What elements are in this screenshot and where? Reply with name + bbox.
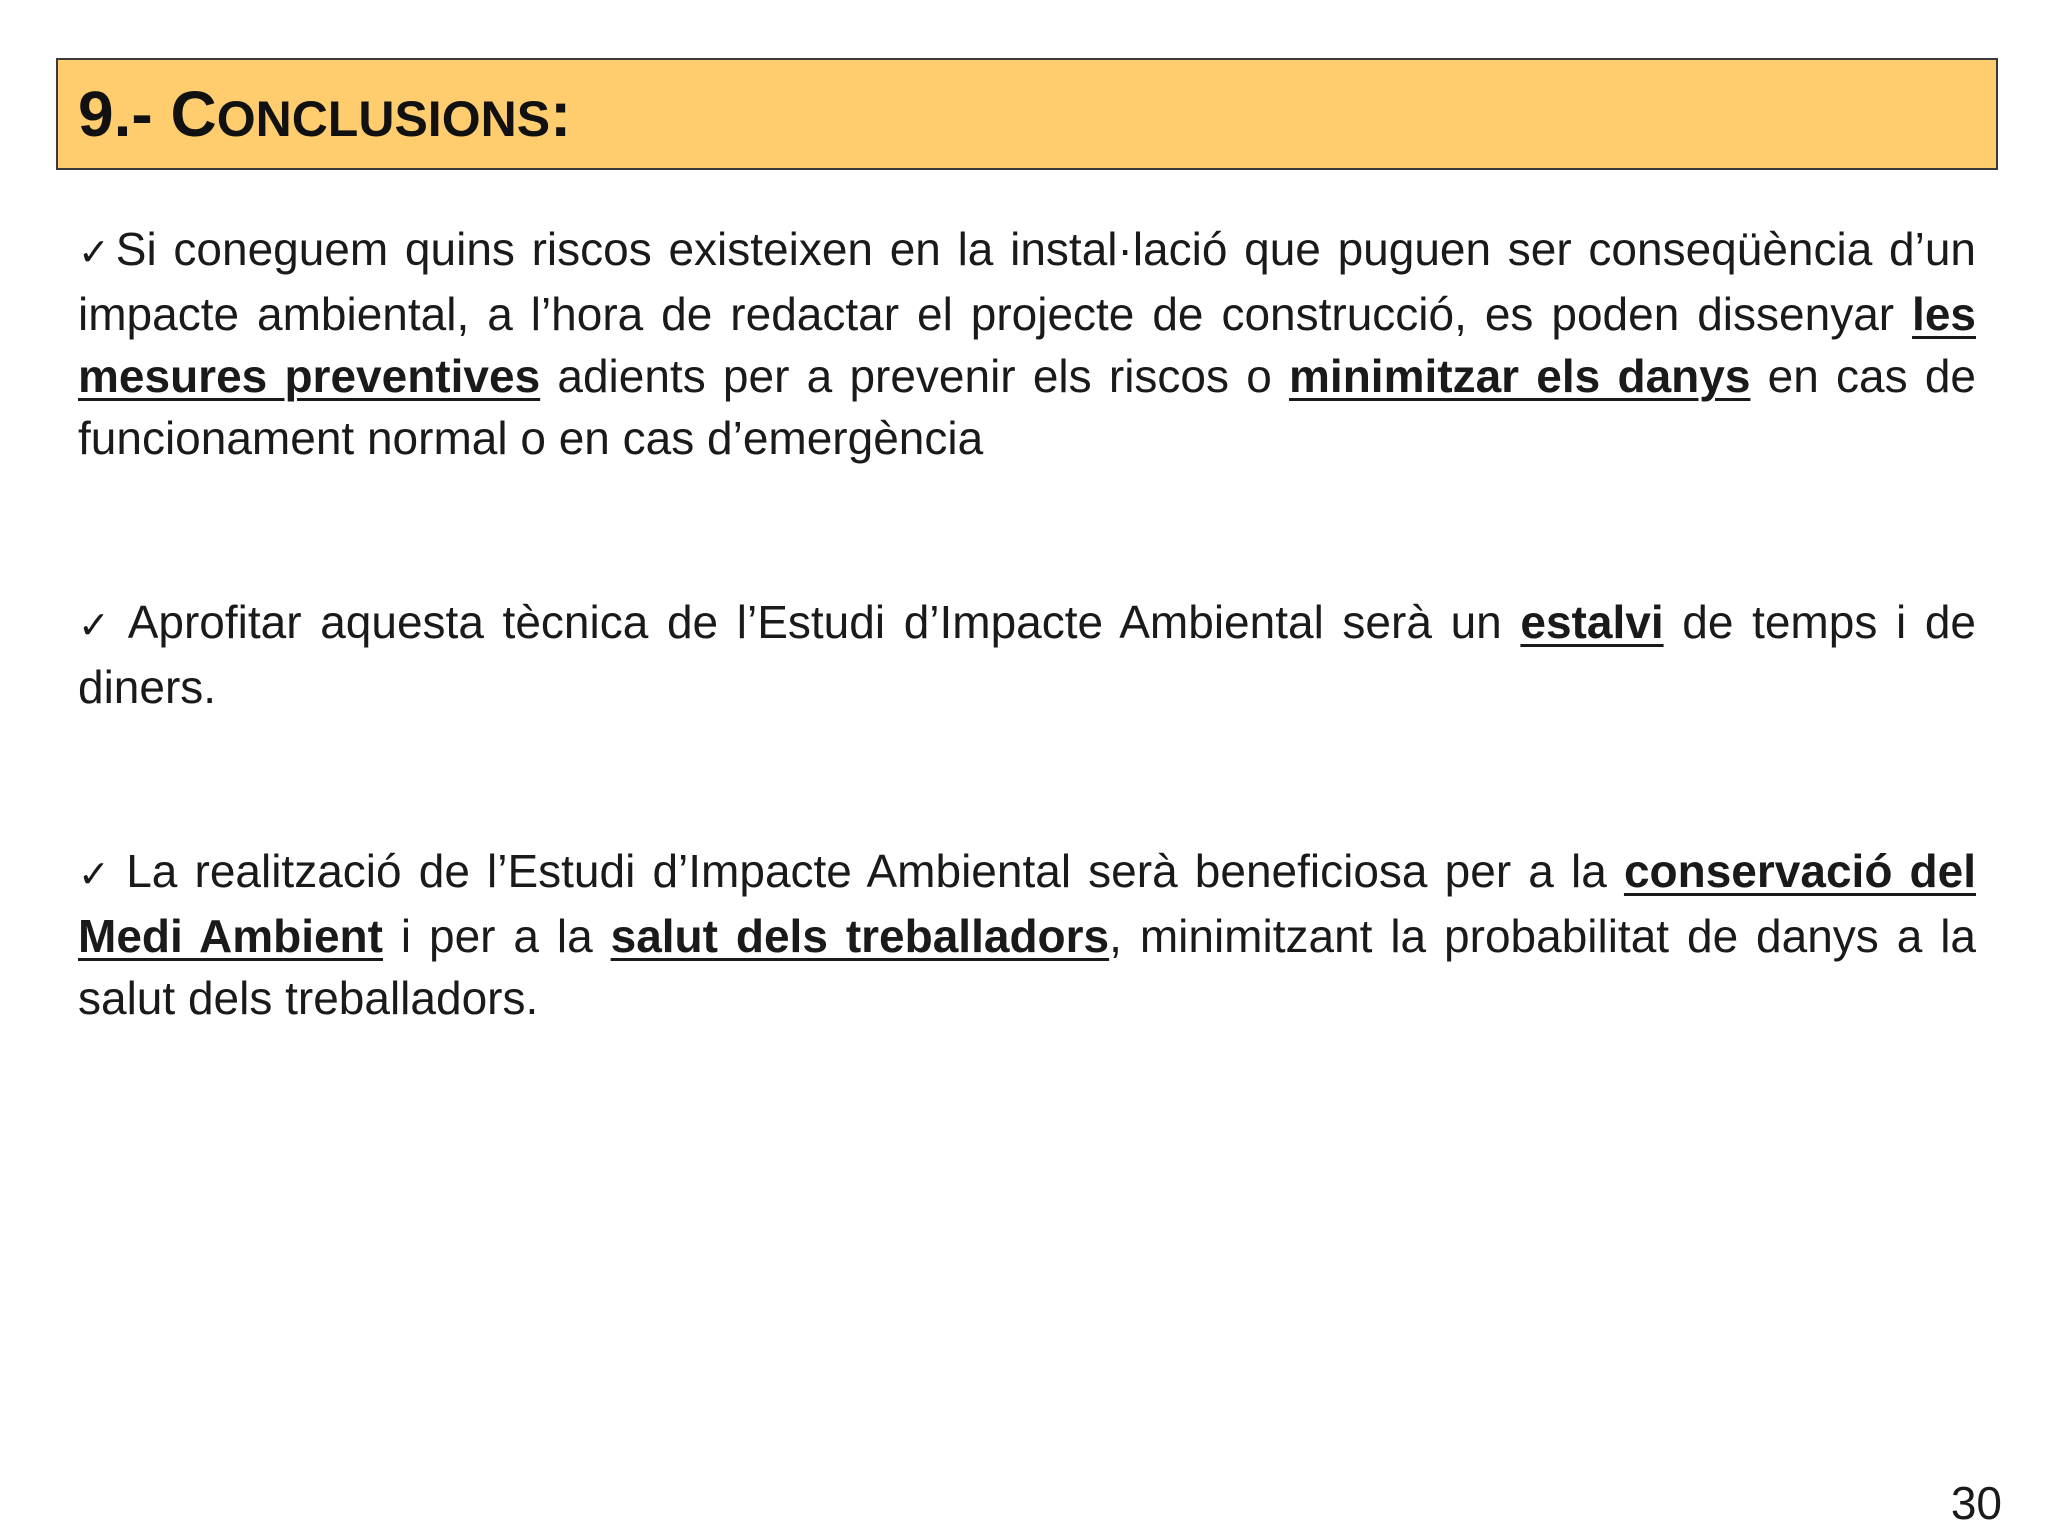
checkmark-icon: ✓ [78, 603, 116, 647]
paragraph-2-text-1: Aprofitar aquesta tècnica de l’Estudi d’Impacte Ambiental serà un [127, 596, 1521, 648]
paragraph-3-emphasis-1: conservació del Medi Ambient [78, 845, 1977, 962]
paragraph-1-text-1: Si coneguem quins riscos existeixen en la instal·lació que puguen ser conseqüència d’un impacte ambiental, a l’hora de redactar el projecte de construcció, es poden dissenyar [78, 223, 1976, 340]
conclusion-paragraph-1 [78, 218, 1976, 469]
title-smallcaps: ONCLUSIONS [216, 91, 551, 147]
paragraph-2-emphasis-1: estalvi [1520, 596, 1664, 648]
paragraph-1-emphasis-2: minimitzar els danys [1289, 350, 1751, 402]
checkmark-icon: ✓ [78, 852, 115, 896]
title-suffix: : [550, 78, 572, 150]
section-title [78, 77, 571, 151]
paragraph-1-text-2: adients per a prevenir els riscos o [540, 350, 1290, 402]
paragraph-3-text-2: i per a la [382, 910, 611, 962]
paragraph-1-emphasis-1: les mesures preventives [78, 288, 1976, 402]
paragraph-1-text-3: en cas de funcionament normal o en cas d’emergència [78, 350, 1977, 464]
paragraph-2-text-2: de temps i de diners. [78, 596, 1977, 713]
conclusion-paragraph-3 [78, 840, 1976, 1029]
title-prefix: 9.- C [78, 78, 217, 150]
checkmark-icon: ✓ [78, 230, 114, 274]
paragraph-3-emphasis-2: salut dels treballadors [610, 910, 1110, 962]
section-title-box [56, 58, 1998, 170]
conclusions-list [78, 218, 1976, 1029]
conclusion-paragraph-2 [78, 591, 1976, 718]
paragraph-3-text-3: , minimitzant la probabilitat de danys a la salut dels treballadors. [78, 910, 1976, 1024]
paragraph-3-text-1: La realització de l’Estudi d’Impacte Ambiental serà beneficiosa per a la [126, 845, 1624, 897]
page-number: 30 [1950, 1477, 2002, 1529]
